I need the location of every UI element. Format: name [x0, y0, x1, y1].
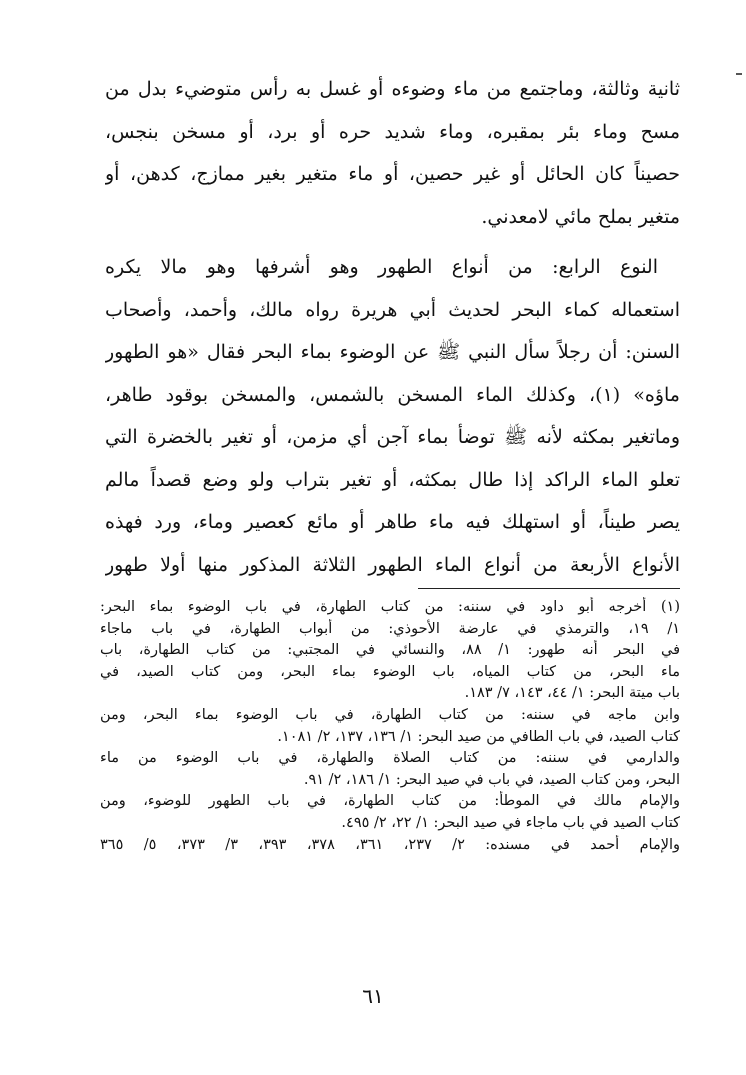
- text-line: النوع الرابع: من أنواع الطهور وهو أشرفها وهو مالا يكره: [105, 256, 658, 278]
- footnote-line: البحر، ومن كتاب الصيد، في باب في صيد البحر: ١/ ١٨٦، ٢/ ٩١.: [303, 771, 680, 788]
- footnote-line: ١/ ١٩، والترمذي في عارضة الأحوذي: من أبواب الطهارة، في باب ماجاء: [100, 620, 680, 637]
- footnote-line: والإمام مالك في الموطأ: من كتاب الطهارة، في باب الطهور للوضوء، ومن: [100, 793, 680, 810]
- text-line: متغير بملح مائي لامعدني.: [481, 205, 680, 228]
- footnote-line: ماء البحر، من كتاب المياه، باب الوضوء بماء البحر، ومن كتاب الصيد، في: [100, 663, 680, 680]
- text-line: يصر طيناً، أو استهلك فيه ماء طاهر أو مائع كعصير وماء، ورد فهذه: [105, 511, 680, 533]
- paragraph-gap: [105, 238, 680, 246]
- footnote-line: والدارمي في سننه: من كتاب الصلاة والطهارة، في باب الوضوء من ماء: [100, 750, 680, 767]
- text-line: مسح وماء بئر بمقبره، وماء شديد حره أو برد، أو مسخن بنجس،: [105, 120, 680, 143]
- text-line: السنن: أن رجلاً سأل النبي ﷺ عن الوضوء بماء البحر فقال «هو الطهور: [105, 341, 680, 363]
- footnote-line: وابن ماجه في سننه: من كتاب الطهارة، في باب الوضوء بماء البحر، ومن: [100, 706, 680, 723]
- footnote-line: (١) أخرجه أبو داود في سننه: من كتاب الطهارة، في باب الوضوء بماء البحر:: [100, 599, 680, 615]
- margin-mark: [736, 73, 742, 75]
- page-number: ٦١: [362, 984, 384, 1008]
- footnote-line: كتاب الصيد، في باب الطافي من صيد البحر: ١/ ١٣٦، ١٣٧، ٢/ ١٠٨١.: [277, 728, 680, 745]
- footnote-line: في البحر أنه طهور: ١/ ٨٨، والنسائي في المجتبي: من كتاب الطهارة، باب: [100, 642, 680, 659]
- footnote-line: كتاب الصيد في باب ماجاء في صيد البحر: ١/ ٢٢، ٢/ ٤٩٥.: [341, 814, 680, 831]
- text-line: الأنواع الأربعة من أنواع الماء الطهور الثلاثة المذكور منها أولا طهور: [105, 553, 680, 576]
- main-text: [105, 68, 680, 586]
- footnote-separator: [418, 588, 680, 589]
- footnote-line: والإمام أحمد في مسنده: ٢/ ٢٣٧، ٣٦١، ٣٧٨، ٣٩٣، ٣/ ٣٧٣، ٥/ ٣٦٥: [100, 836, 680, 853]
- text-line: ماؤه» (١)، وكذلك الماء المسخن بالشمس، والمسخن بوقود طاهر،: [105, 383, 680, 406]
- footnotes: [100, 597, 680, 856]
- footnote-line: باب ميتة البحر: ١/ ٤٤، ١٤٣، ٧/ ١٨٣.: [464, 685, 680, 702]
- text-line: ثانية وثالثة، وماجتمع من ماء وضوءه أو غسل به رأس متوضيء بدل من: [105, 78, 680, 100]
- text-line: تعلو الماء الراكد إذا طال بمكثه، أو تغير بتراب ولو وضع قصداً مالم: [105, 468, 680, 491]
- text-line: حصيناً كان الحائل أو غير حصين، أو ماء متغير بغير ممازج، كدهن، أو: [105, 163, 680, 185]
- text-line: وماتغير بمكثه لأنه ﷺ توضأ بماء آجن أي مزمن، أو تغير بالخضرة التي: [105, 426, 680, 448]
- text-line: استعماله كماء البحر لحديث أبي هريرة رواه مالك، وأحمد، وأصحاب: [105, 298, 680, 321]
